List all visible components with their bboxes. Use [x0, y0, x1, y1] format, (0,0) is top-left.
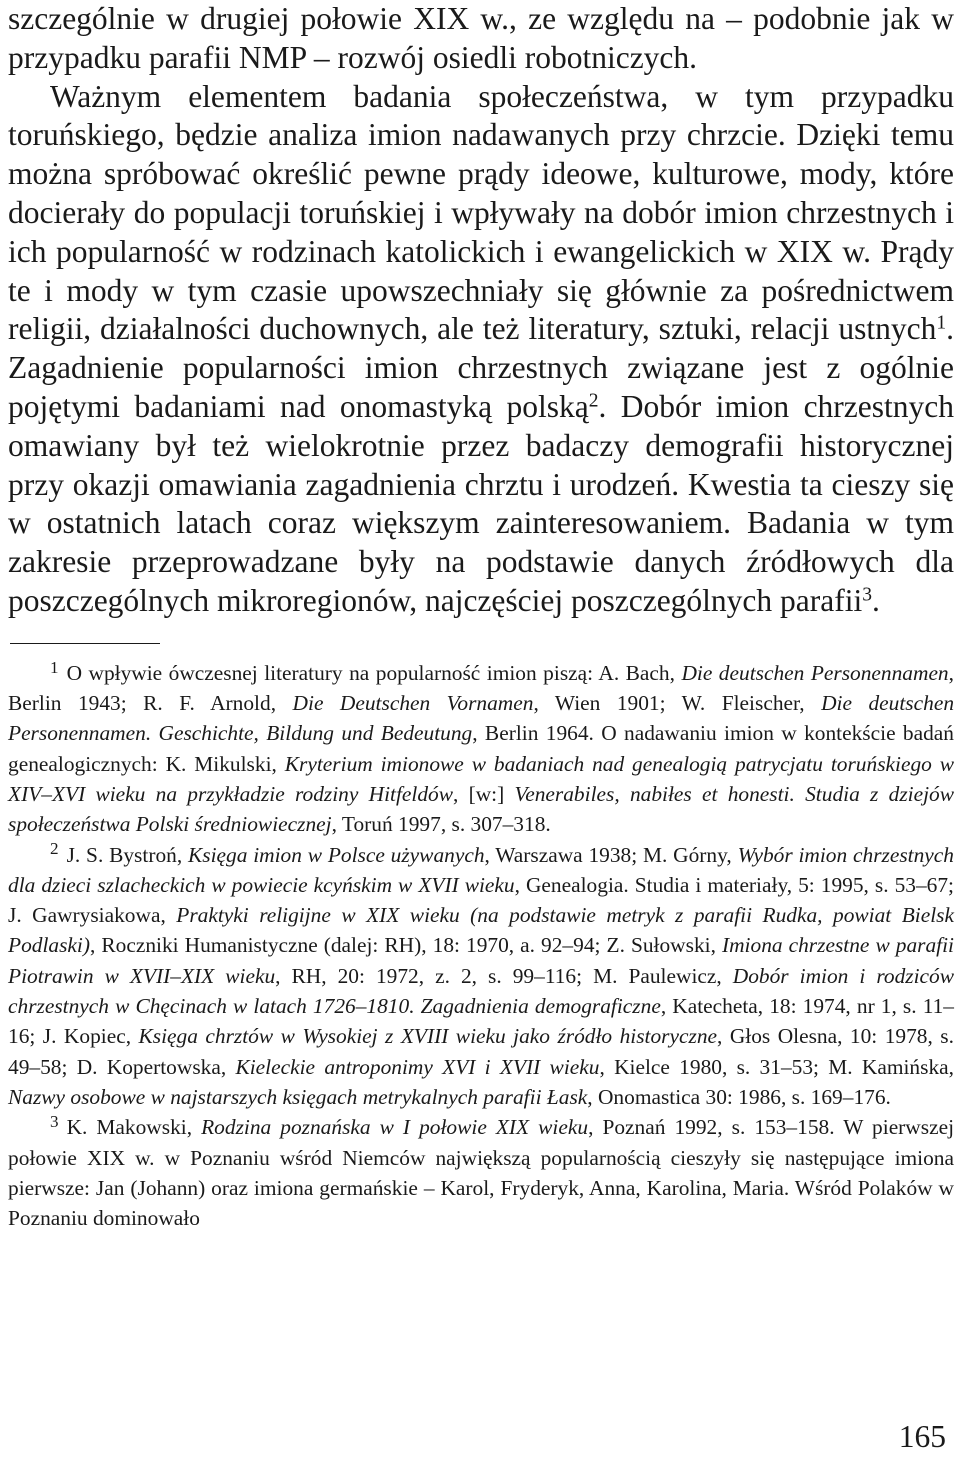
paragraph-2	[8, 78, 954, 621]
footnote-ref-2[interactable]: 2	[588, 390, 599, 412]
footnote-1	[8, 658, 954, 840]
paragraph-1-text: szczególnie w drugiej połowie XIX w., ze względu na – podobnie jak w przypadku parafii NMP – rozwój osiedli robotniczych.	[8, 1, 954, 75]
footnote-1-text: , Wien 1901; W. Fleischer,	[533, 691, 822, 716]
footnote-1-text: , [w:]	[453, 781, 515, 806]
footnote-separator	[10, 643, 160, 644]
page-number: 165	[898, 1419, 946, 1454]
footnote-2-title: Kieleckie antroponimy XVI i XVII wieku	[235, 1054, 600, 1079]
footnote-3	[8, 1112, 954, 1233]
footnote-3-mark: 3	[50, 1112, 59, 1132]
footnote-2-title: Księga imion w Polsce używanych	[188, 842, 485, 867]
footnote-ref-3[interactable]: 3	[862, 584, 872, 606]
footnote-2-text: , RH, 20: 1972, z. 2, s. 99–116; M. Paulewicz,	[275, 963, 733, 988]
footnote-2-text: , Warszawa 1938; M. Górny,	[484, 842, 738, 867]
footnote-2-mark: 2	[50, 839, 59, 859]
footnote-2-text: , Katecheta, 18: 1974, nr 1, s. 11–16; J. Kopiec,	[8, 994, 954, 1049]
footnote-1-mark: 1	[50, 657, 59, 677]
footnote-2-text: J. S. Bystroń,	[66, 842, 188, 867]
footnote-2-text: , Onomastica 30: 1986, s. 169–176.	[587, 1084, 891, 1109]
footnote-1-text: , Berlin 1964. O nadawaniu imion w kontekście badań genealogicznych: K. Mikulski,	[8, 721, 954, 776]
paragraph-2-text-b: . Zagadnienie popularności imion chrzestnych związane jest z ogólnie pojętymi badaniami nad onomastyką polską	[8, 311, 954, 424]
footnote-2-title: Dobór imion i rodziców chrzestnych w Chęcinach w latach 1726–1810. Zagadnienia demograficzne	[8, 963, 954, 1019]
footnote-1-title: Die Deutschen Vornamen	[292, 691, 534, 716]
footnote-1-title: Die deutschen Personennamen	[681, 660, 949, 685]
paragraph-2-text-a: Ważnym elementem badania społeczeństwa, w tym przypadku toruńskiego, będzie analiza imion nadawanych przy chrzcie. Dzięki temu można spróbować określić pewne prądy ideowe, kulturowe, mody, które docierały do populacji toruńskiej i wpływały na dobór imion chrzestnych i ich popularność w rodzinach katolickich i ewangelickich w XIX w. Prądy te i mody w tym czasie upowszechniały się głównie za pośrednictwem religii, działalności duchownych, ale też literatury, sztuki, relacji ustnych	[8, 78, 954, 347]
footnote-2-title: Imiona chrzestne w parafii Piotrawin w XVII–XIX wieku	[8, 933, 954, 988]
footnote-ref-1[interactable]: 1	[936, 312, 947, 334]
footnote-2-text: , Kielce 1980, s. 31–53; M. Kamińska,	[599, 1054, 954, 1079]
footnote-1-title: Venerabiles, nabiłes et honesti. Studia z dziejów społeczeństwa Polski średniowiecznej	[8, 781, 954, 837]
footnote-2-text: , Głos Olesna, 10: 1978, s. 49–58; D. Kopertowska,	[8, 1024, 954, 1079]
paragraph-1	[8, 0, 954, 78]
footnote-2-text: , Genealogia. Studia i materiały, 5: 1995, s. 53–67; J. Gawrysiakowa,	[8, 872, 954, 928]
footnote-2-title: Księga chrztów w Wysokiej z XVIII wieku jako źródło historyczne	[138, 1024, 718, 1049]
paragraph-2-text-c: . Dobór imion chrzestnych omawiany był też wielokrotnie przez badaczy demografii historycznej przy okazji omawiania zagadnienia chrztu i urodzeń. Kwestia ta cieszy się w ostatnich latach coraz większym zainteresowaniem. Badania w tym zakresie przeprowadzane były na podstawie danych źródłowych dla poszczególnych mikroregionów, najczęściej poszczególnych parafii	[8, 388, 954, 618]
footnote-1-text: , Toruń 1997, s. 307–318.	[331, 812, 551, 837]
footnote-1-text: O wpływie ówczesnej literatury na popularność imion piszą: A. Bach,	[66, 660, 682, 685]
footnote-3-text: , Poznań 1992, s. 153–158. W pierwszej połowie XIX w. w Poznaniu wśród Niemców największą popularnością cieszyły się następujące imiona pierwsze: Jan (Johann) oraz imiona germańskie – Karol, Fryderyk, Anna, Karolina, Maria. Wśród Polaków w Poznaniu dominowało	[8, 1115, 955, 1231]
main-text	[8, 0, 954, 621]
footnote-2-title: Wybór imion chrzestnych dla dzieci szlacheckich w powiecie kcyńskim w XVII wieku	[8, 842, 954, 897]
footnote-2-title: Nazwy osobowe w najstarszych księgach metrykalnych parafii Łask	[8, 1084, 588, 1109]
footnote-1-title: Die deutschen Personennamen. Geschichte, Bildung und Bedeutung	[8, 691, 955, 746]
footnote-3-title: Rodzina poznańska w I połowie XIX wieku	[201, 1115, 589, 1140]
footnote-2	[8, 840, 954, 1113]
footnote-1-title: Kryterium imionowe w badaniach nad genealogią patrycjatu toruńskiego w XIV–XVI wieku na przykładzie rodziny Hitfeldów	[8, 751, 955, 806]
footnote-3-text: K. Makowski,	[66, 1115, 202, 1140]
footnotes	[8, 658, 954, 1234]
footnote-2-title: Praktyki religijne w XIX wieku (na podstawie metryk z parafii Rudka, powiat Bielsk Podlaski)	[8, 903, 954, 958]
footnote-1-text: , Berlin 1943; R. F. Arnold,	[8, 660, 954, 716]
paragraph-2-text-d: .	[872, 582, 880, 618]
footnote-2-text: , Roczniki Humanistyczne (dalej: RH), 18: 1970, a. 92–94; Z. Sułowski,	[89, 933, 722, 958]
